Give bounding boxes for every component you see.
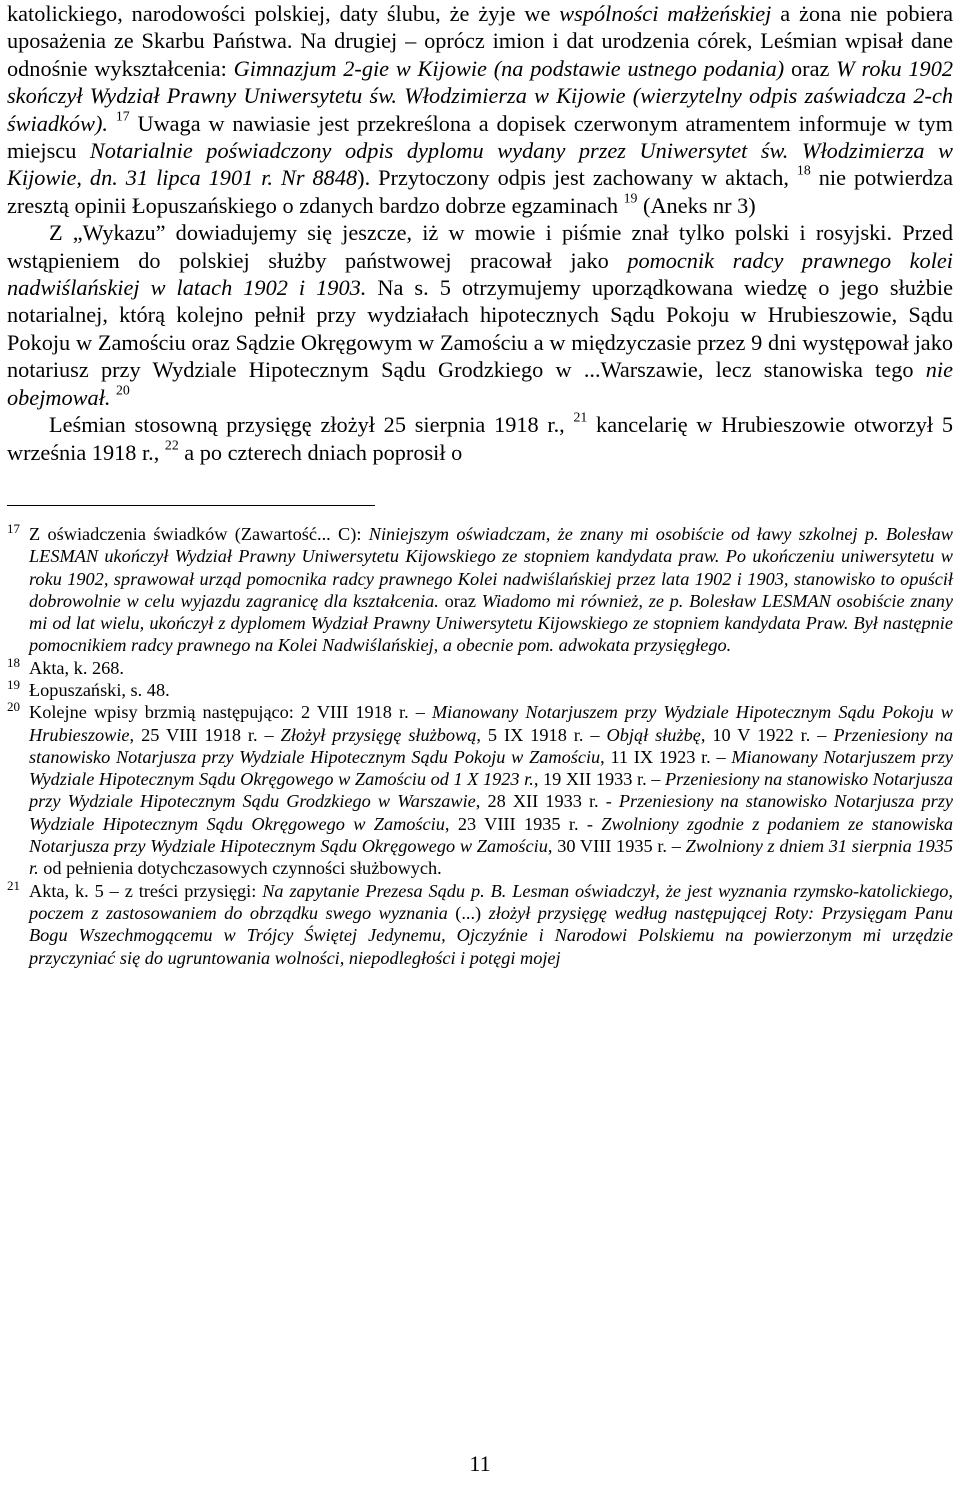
- text-run: Z oświadczenia świadków (Zawartość... C):: [29, 523, 369, 544]
- italic-text: Wiadomo mi również, ze p. Bolesław LESMAN osobiście znany mi od lat wielu, ukończył z dyplomem Wydział Prawny Uniwersytetu Kijowskiego ze stopniem kandydata Praw. Był następnie pomocnikiem radcy prawnego na Kolei Nadwiślańskiej, a obecnie pom. adwokata przysięgłego.: [29, 590, 953, 656]
- text-run: (Aneks nr 3): [637, 192, 756, 218]
- footnote-ref: 19: [623, 190, 638, 206]
- text-run: oraz: [784, 55, 837, 81]
- italic-text: Niniejszym oświadczam, że znany mi osobiście od ławy szkolnej p. Bolesław LESMAN ukończył Wydział Prawny Uniwersytetu Kijowskiego ze stopniem kandydata praw. Po ukończeniu uniwersytetu w roku 1902, sprawował urząd pomocnika radcy prawnego Kolei nadwiślańskiej przez lata 1902 i 1903, stanowisko to opuścił dobrowolnie w celu wyjazdu zagranicę dla kształcenia.: [29, 523, 953, 611]
- text-run: , 25 VIII 1918 r. –: [129, 724, 281, 745]
- footnote-ref: 21: [573, 409, 588, 425]
- text-run: Na s. 5 otrzymujemy uporządkowana wiedzę o jego służbie notarialnej, którą kolejno pełnił przy wydziałach hipotecznych Sądu Pokoju w Hrubieszowie, Sądu Pokoju w Zamościu oraz Sądzie Okręgowym w Zamościu a w międzyczasie przez 9 dni występował jako notariusz przy Wydziale Hipotecznym Sądu Grodzkiego w ...Warszawie, lecz stanowiska tego: [7, 275, 953, 383]
- text-run: , 19 XII 1933 r. –: [533, 769, 665, 790]
- text-run: [108, 111, 116, 136]
- text-run: , 28 XII 1933 r. -: [475, 791, 619, 812]
- footnote-number: 20: [7, 699, 20, 715]
- footnote-number: 19: [7, 676, 20, 692]
- text-run: katolickiego, narodowości polskiej, daty ślubu, że żyje we: [7, 1, 560, 26]
- text-run: nie potwierdza zresztą opinii Łopuszańskiego o zdanych bardzo dobrze egzaminach: [7, 165, 953, 218]
- footnote: [7, 676, 953, 701]
- text-run: Uwaga w nawiasie jest przekreślona a dopisek czerwonym atramentem informuje w tym miejscu: [7, 110, 953, 164]
- italic-text: Zwolniony z dniem 31 sierpnia 1935 r.: [29, 836, 954, 879]
- footnote: [7, 877, 954, 969]
- text-run: od pełnienia dotychczasowych czynności służbowych.: [38, 858, 442, 879]
- italic-text: Mianowany Notarjuszem przy Wydziale Hipotecznym Sądu Pokoju w Hrubieszowie: [29, 702, 953, 745]
- footnote: [7, 654, 953, 679]
- footnote-ref: 20: [116, 382, 130, 398]
- text-run: Łopuszański, s. 48.: [29, 679, 170, 700]
- text-run: a po czterech dniach poprosił o: [178, 439, 463, 465]
- text-run: , 30 VIII 1935 r. –: [547, 836, 686, 857]
- text-run: Akta, k. 268.: [29, 657, 124, 678]
- footnote-number: 18: [7, 654, 20, 670]
- italic-text: W roku 1902 skończył Wydział Prawny Uniwersytetu św. Włodzimierza w Kijowie (wierzytelny odpis zaświadcza 2-ch świadków).: [7, 55, 953, 136]
- italic-text: złożył przysięgę według następującej Roty: Przysięgam Panu Bogu Wszechmogącemu w Trójcy Świętej Jedynemu, Ojczyźnie i Narodowi Polskiemu na powierzonym mi urzędzie przyczyniać się do ugruntowania wolności, niepodległości i potęgi mojej: [29, 902, 954, 968]
- footnotes: [7, 520, 954, 969]
- italic-text: Mianowany Notarjuszem przy Wydziale Hipotecznym Sądu Okręgowego w Zamościu od 1 X 1923 r.: [29, 746, 953, 790]
- text-run: , 11 IX 1923 r. –: [600, 746, 732, 767]
- paragraph: [7, 219, 953, 411]
- text-run: a żona nie pobiera uposażenia ze Skarbu Państwa. Na drugiej – oprócz imion i dat urodzenia córek, Leśmian wpisał dane odnośnie wykształcenia:: [7, 1, 953, 81]
- document-page: [7, 0, 953, 969]
- footnote-number: 21: [7, 877, 20, 893]
- footnote: [7, 701, 953, 879]
- text-run: Z „Wykazu” dowiadujemy się jeszcze, iż w mowie i piśmie znał tylko polski i rosyjski. Przed wstąpieniem do polskiej służby państwowej pracował jako: [7, 220, 953, 273]
- text-run: ). Przytoczony odpis jest zachowany w aktach,: [357, 165, 797, 191]
- paragraph: [7, 411, 953, 466]
- text-run: kancelarię w Hrubieszowie otworzył 5 września 1918 r.,: [7, 412, 953, 465]
- page-number: 11: [469, 1451, 491, 1476]
- footnote-number: 17: [7, 520, 20, 536]
- footnote-separator: [7, 505, 375, 506]
- footnote-ref: 22: [164, 437, 179, 453]
- italic-text: Przeniesiony na stanowisko Notarjusza przy Wydziale Hipotecznym Sądu Grodzkiego w Warszawie: [29, 769, 953, 812]
- italic-text: Gimnazjum 2-gie w Kijowie (na podstawie ustnego podania): [233, 55, 785, 81]
- italic-text: Zwolniony zgodnie z podaniem ze stanowiska Notarjusza przy Wydziale Hipotecznym Sądu Okręgowego w Zamościu: [29, 813, 953, 857]
- footnote-ref: 17: [115, 108, 130, 124]
- italic-text: Przeniesiony na stanowisko Notarjusza przy Wydziale Hipotecznym Sądu Pokoju w Zamościu: [29, 724, 954, 767]
- text-run: Kolejne wpisy brzmią następująco: 2 VIII 1918 r. –: [29, 702, 432, 723]
- text-run: Akta, k. 5 – z treści przysięgi:: [29, 880, 263, 901]
- italic-text: Przeniesiony na stanowisko Notarjusza przy Wydziale Hipotecznym Sądu Okręgowego w Zamościu: [29, 791, 953, 834]
- italic-text: Na zapytanie Prezesa Sądu p. B. Lesman oświadczył, że jest wyznania rzymsko-katolickiego, poczem z zastosowaniem do obrządku swego wyznania: [29, 880, 953, 923]
- text-run: (...): [447, 902, 489, 923]
- footnote-ref: 18: [796, 163, 811, 179]
- main-text: [7, 0, 953, 466]
- italic-text: Objął służbę: [606, 724, 701, 745]
- italic-text: nie obejmował.: [7, 357, 953, 410]
- text-run: , 23 VIII 1935 r. -: [444, 813, 602, 834]
- paragraph: [7, 0, 953, 219]
- text-run: oraz: [438, 590, 482, 611]
- italic-text: Notarialnie poświadczony odpis dyplomu wydany przez Uniwersytet św. Włodzimierza w Kijowie, dn. 31 lipca 1901 r. Nr 8848: [7, 138, 953, 191]
- footnote: [7, 520, 953, 657]
- italic-text: Złożył przysięgę służbową: [280, 724, 477, 745]
- italic-text: wspólności małżeńskiej: [559, 1, 772, 26]
- text-run: , 10 V 1922 r. –: [700, 724, 834, 745]
- italic-text: pomocnik radcy prawnego kolei nadwiślańskiej w latach 1902 i 1903.: [7, 247, 953, 301]
- text-run: , 5 IX 1918 r. –: [476, 724, 607, 745]
- text-run: Leśmian stosowną przysięgę złożył 25 sierpnia 1918 r.,: [49, 412, 574, 438]
